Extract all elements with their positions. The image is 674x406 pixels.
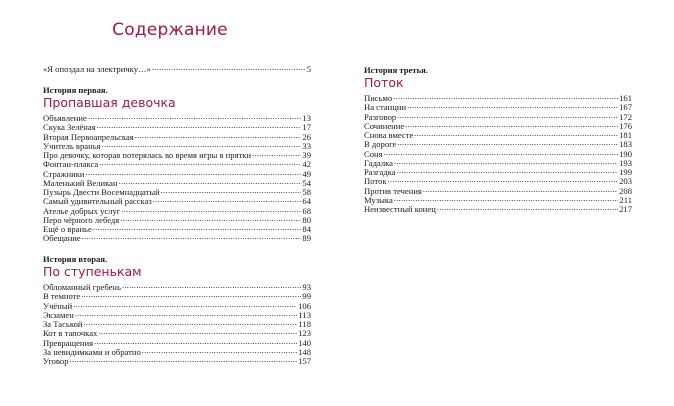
toc-entry-page: 106 xyxy=(298,300,311,311)
dot-leader xyxy=(423,186,618,194)
toc-entry-title: Самый удивительный рассказ xyxy=(43,196,152,207)
dot-leader xyxy=(82,233,302,241)
toc-entry-page: 183 xyxy=(619,139,632,150)
toc-entry-page: 42 xyxy=(302,159,311,170)
toc-entry-title: Музыка xyxy=(364,194,393,205)
toc-entry[interactable] xyxy=(43,196,311,205)
toc-entry[interactable] xyxy=(43,301,311,310)
toc-entry-title: Гадалка xyxy=(364,157,393,168)
toc-entry-page: 64 xyxy=(302,196,311,207)
toc-entry-title: Ещё о вранье xyxy=(43,224,92,234)
toc-entry-title: За Таськой xyxy=(43,319,83,329)
dot-leader xyxy=(394,158,618,166)
toc-entry-title: Обломанный гребень xyxy=(43,282,121,292)
dot-leader xyxy=(98,328,297,336)
toc-entry[interactable] xyxy=(364,149,632,158)
toc-entry-title: Скука Зелёная xyxy=(43,122,96,133)
toc-entry-title: Пузырь Двести Восемнадцатый xyxy=(43,187,160,197)
toc-entry-title: Сочинение xyxy=(364,120,405,131)
toc-entry-page: 99 xyxy=(302,291,311,302)
dot-leader xyxy=(81,291,301,299)
toc-entry-page: 190 xyxy=(619,148,632,159)
toc-entry-page: 39 xyxy=(302,150,311,160)
dot-leader xyxy=(388,176,619,184)
toc-entry-page: 148 xyxy=(298,346,311,357)
toc-entry[interactable] xyxy=(364,121,632,130)
toc-entry-title: Перо чёрного лебедя xyxy=(43,214,120,225)
toc-entry[interactable] xyxy=(43,206,311,215)
story-section-1 xyxy=(43,85,311,243)
toc-entry[interactable] xyxy=(364,158,632,167)
toc-entry[interactable] xyxy=(43,178,311,187)
dot-leader xyxy=(407,102,618,110)
dot-leader xyxy=(122,282,301,290)
toc-entry-page: 208 xyxy=(619,185,632,196)
story-title: Поток xyxy=(364,75,404,90)
toc-entry-page: 157 xyxy=(298,356,311,366)
dot-leader xyxy=(414,130,618,138)
toc-entry-list xyxy=(364,93,632,213)
toc-entry-title: Против течения xyxy=(364,185,422,196)
toc-entry[interactable] xyxy=(43,159,311,168)
dot-leader xyxy=(393,93,618,101)
toc-entry-title: Неизвестный конец xyxy=(364,204,436,214)
dot-leader xyxy=(252,150,301,158)
toc-entry-page: 17 xyxy=(302,122,311,133)
toc-entry[interactable] xyxy=(364,204,632,213)
dot-leader xyxy=(94,338,297,346)
dot-leader xyxy=(161,187,302,195)
toc-entry-list xyxy=(43,282,311,365)
story-section-2 xyxy=(43,254,311,365)
story-title: По ступенькам xyxy=(43,264,142,279)
toc-entry-title: Письмо xyxy=(364,93,393,103)
toc-entry-title: На станции xyxy=(364,102,407,113)
toc-entry-title: Разговор xyxy=(364,111,397,122)
toc-entry-title: Про девочку, которая потерялась во время игры в прятки xyxy=(43,150,252,160)
story-section-3 xyxy=(364,65,632,213)
toc-entry[interactable] xyxy=(43,132,311,141)
toc-entry-title: Объявление xyxy=(43,113,87,123)
toc-entry-title: Поток xyxy=(364,176,387,187)
toc-entry[interactable] xyxy=(43,141,311,150)
toc-entry[interactable] xyxy=(43,122,311,131)
toc-entry-page: 123 xyxy=(298,328,311,339)
toc-entry-title: Разгадка xyxy=(364,167,396,177)
toc-entry[interactable] xyxy=(43,113,311,122)
dot-leader xyxy=(405,121,618,129)
toc-entry[interactable] xyxy=(43,64,311,73)
toc-entry[interactable] xyxy=(43,310,311,319)
dot-leader xyxy=(397,139,618,147)
toc-entry-title: Стражники xyxy=(43,168,85,179)
dot-leader xyxy=(93,224,302,232)
toc-entry[interactable] xyxy=(43,347,311,356)
toc-entry-page: 203 xyxy=(619,176,632,187)
toc-entry-title: Учёный xyxy=(43,300,73,311)
toc-entry-page: 193 xyxy=(619,157,632,168)
toc-entry-title: Снова вместе xyxy=(364,130,414,140)
toc-intro xyxy=(43,64,311,73)
dot-leader xyxy=(119,178,302,186)
toc-entry-title: Экзамен xyxy=(43,309,74,320)
toc-entry-title: «Я опоздал на электричку…» xyxy=(43,64,151,74)
toc-entry-page: 140 xyxy=(298,337,311,348)
page-title: Содержание xyxy=(112,20,228,40)
dot-leader xyxy=(84,319,298,327)
toc-entry[interactable] xyxy=(364,112,632,121)
toc-entry[interactable] xyxy=(43,319,311,328)
dot-leader xyxy=(75,310,298,318)
dot-leader xyxy=(86,169,302,177)
dot-leader xyxy=(384,149,619,157)
toc-entry[interactable] xyxy=(43,291,311,300)
toc-entry-page: 211 xyxy=(619,194,632,205)
toc-entry-title: Фонтан-плакса xyxy=(43,159,99,170)
toc-entry[interactable] xyxy=(43,356,311,365)
dot-leader xyxy=(97,122,302,130)
toc-entry-title: В темноте xyxy=(43,291,81,302)
toc-entry[interactable] xyxy=(43,169,311,178)
toc-entry-title: В дороге xyxy=(364,139,397,150)
toc-entry-list xyxy=(43,113,311,243)
toc-entry-page: 80 xyxy=(302,214,311,225)
toc-entry-page: 33 xyxy=(302,140,311,151)
toc-entry[interactable] xyxy=(364,195,632,204)
toc-entry[interactable] xyxy=(364,93,632,102)
dot-leader xyxy=(102,141,302,149)
toc-entry-page: 13 xyxy=(302,113,311,123)
toc-entry-page: 93 xyxy=(302,282,311,292)
toc-entry-title: Уговор xyxy=(43,356,69,366)
toc-entry-title: Ателье добрых услуг xyxy=(43,205,121,216)
toc-entry-page: 89 xyxy=(302,233,311,244)
toc-entry-page: 58 xyxy=(302,187,311,197)
toc-entry-title: За невидимками и обратно xyxy=(43,346,141,357)
dot-leader xyxy=(397,112,618,120)
toc-entry[interactable] xyxy=(43,328,311,337)
toc-entry-page: 54 xyxy=(302,177,311,188)
toc-entry[interactable] xyxy=(364,130,632,139)
dot-leader xyxy=(135,132,302,140)
toc-entry-title: Учитель вранья xyxy=(43,140,101,151)
toc-entry-title: Маленький Великан xyxy=(43,177,118,188)
toc-entry-page: 49 xyxy=(302,168,311,179)
toc-entry-title: Обещание xyxy=(43,233,81,244)
toc-entry[interactable] xyxy=(364,186,632,195)
toc-entry-title: Кот в тапочках xyxy=(43,328,98,339)
toc-entry[interactable] xyxy=(43,187,311,196)
toc-entry[interactable] xyxy=(43,224,311,233)
toc-entry[interactable] xyxy=(43,215,311,224)
toc-entry-page: 118 xyxy=(298,319,311,329)
toc-entry[interactable] xyxy=(364,139,632,148)
dot-leader xyxy=(397,167,619,175)
toc-entry[interactable] xyxy=(364,176,632,185)
toc-entry[interactable] xyxy=(43,233,311,242)
toc-entry[interactable] xyxy=(43,150,311,159)
dot-leader xyxy=(394,195,619,203)
toc-entry[interactable] xyxy=(43,338,311,347)
toc-entry-page: 176 xyxy=(619,120,632,131)
dot-leader xyxy=(152,64,306,72)
story-title: Пропавшая девочка xyxy=(43,95,176,110)
toc-entry-page: 68 xyxy=(302,205,311,216)
dot-leader xyxy=(88,113,302,121)
dot-leader xyxy=(142,347,297,355)
toc-entry-page: 5 xyxy=(306,64,311,74)
toc-entry-page: 217 xyxy=(619,204,632,214)
toc-entry-title: Вторая Первоапрельская xyxy=(43,131,134,142)
toc-entry-page: 113 xyxy=(298,309,311,320)
toc-entry-page: 26 xyxy=(302,131,311,142)
story-label: История вторая. xyxy=(43,254,108,264)
toc-entry-page: 161 xyxy=(619,93,632,103)
dot-leader xyxy=(99,159,301,167)
dot-leader xyxy=(70,356,298,364)
toc-entry-title: Превращения xyxy=(43,337,94,348)
toc-entry-page: 172 xyxy=(619,111,632,122)
dot-leader xyxy=(121,206,301,214)
dot-leader xyxy=(120,215,301,223)
story-label: История третья. xyxy=(364,65,428,75)
toc-entry-page: 167 xyxy=(619,102,632,113)
toc-entry-page: 84 xyxy=(302,224,311,234)
toc-entry[interactable] xyxy=(364,167,632,176)
toc-entry-title: Соня xyxy=(364,148,383,159)
dot-leader xyxy=(437,204,618,212)
toc-entry-page: 181 xyxy=(619,130,632,140)
toc-entry[interactable] xyxy=(43,282,311,291)
dot-leader xyxy=(153,196,302,204)
dot-leader xyxy=(73,301,297,309)
toc-entry[interactable] xyxy=(364,102,632,111)
toc-entry-page: 199 xyxy=(619,167,632,177)
story-label: История первая. xyxy=(43,85,108,95)
